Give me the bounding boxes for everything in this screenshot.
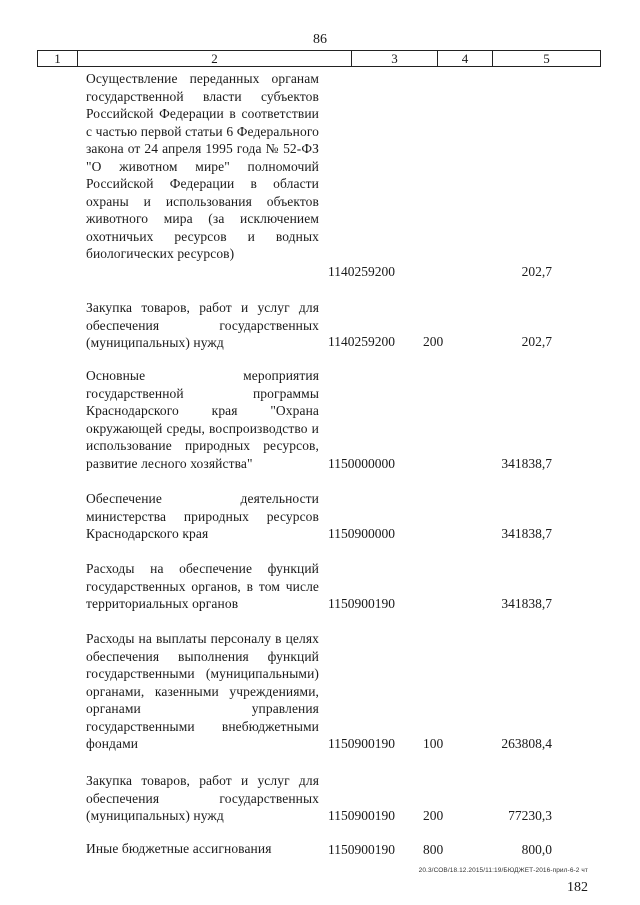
column-header-3: 3 [352, 51, 438, 67]
row-kind: 800 [423, 841, 444, 857]
row-code: 1150900190 [328, 807, 395, 823]
row-description: Иные бюджетные ассигнования [86, 841, 272, 856]
table-row [0, 560, 640, 612]
column-header-5: 5 [493, 51, 601, 67]
row-amount: 263808,4 [501, 735, 552, 751]
row-code: 1150900190 [328, 735, 395, 751]
page-number: 86 [313, 32, 327, 47]
row-amount: 341838,7 [501, 525, 552, 541]
row-code: 1140259200 [328, 263, 395, 279]
table-row [0, 299, 640, 350]
row-code: 1150900190 [328, 595, 395, 611]
footer-document-reference: 20.3/СОВ/18.12.2015/11:19/БЮДЖЕТ-2016-прил-6-2 чт [418, 867, 588, 874]
row-description: Закупка товаров, работ и услуг для обеспечения государственных (муниципальных) нужд [86, 773, 319, 823]
row-description: Осуществление переданных органам государственной власти субъектов Российской Федерации в соответствии с частью первой статьи 6 Федерального закона от 24 апреля 1995 года № 52-ФЗ "О животном мире" полномочий Российской Федерации в области охраны и использования объектов животного мира (за исключением охотничьих ресурсов и водных биологических ресурсов) [86, 71, 319, 261]
row-code: 1140259200 [328, 333, 395, 349]
row-description: Основные мероприятия государственной программы Краснодарского края "Охрана окружающей среды, воспроизводство и использование природных ресурсов, развитие лесного хозяйства" [86, 368, 319, 471]
row-kind: 100 [423, 735, 444, 751]
row-code: 1150900000 [328, 525, 395, 541]
column-header-2: 2 [78, 51, 352, 67]
row-amount: 341838,7 [501, 595, 552, 611]
table-row [0, 630, 640, 752]
row-amount: 800,0 [521, 841, 552, 857]
row-description: Расходы на обеспечение функций государственных органов, в том числе территориальных органов [86, 561, 319, 611]
column-header-table [37, 50, 601, 67]
row-description: Закупка товаров, работ и услуг для обеспечения государственных (муниципальных) нужд [86, 300, 319, 350]
row-description: Обеспечение деятельности министерства природных ресурсов Краснодарского края [86, 491, 319, 541]
column-header-4: 4 [438, 51, 493, 67]
footer-page-number: 182 [567, 880, 588, 895]
table-row [0, 772, 640, 824]
row-amount: 202,7 [521, 333, 552, 349]
table-row [0, 840, 640, 858]
table-row [0, 367, 640, 472]
row-amount: 77230,3 [508, 807, 552, 823]
row-description: Расходы на выплаты персоналу в целях обеспечения выполнения функций государственными (муниципальными) органами, казенными учреждениями, органами управления государственными внебюджетными фондами [86, 631, 319, 751]
table-row [0, 70, 640, 280]
row-kind: 200 [423, 807, 444, 823]
row-amount: 341838,7 [501, 455, 552, 471]
table-row [0, 490, 640, 542]
row-code: 1150900190 [328, 841, 395, 857]
column-header-1: 1 [38, 51, 78, 67]
row-kind: 200 [423, 333, 444, 349]
row-amount: 202,7 [521, 263, 552, 279]
row-code: 1150000000 [328, 455, 395, 471]
